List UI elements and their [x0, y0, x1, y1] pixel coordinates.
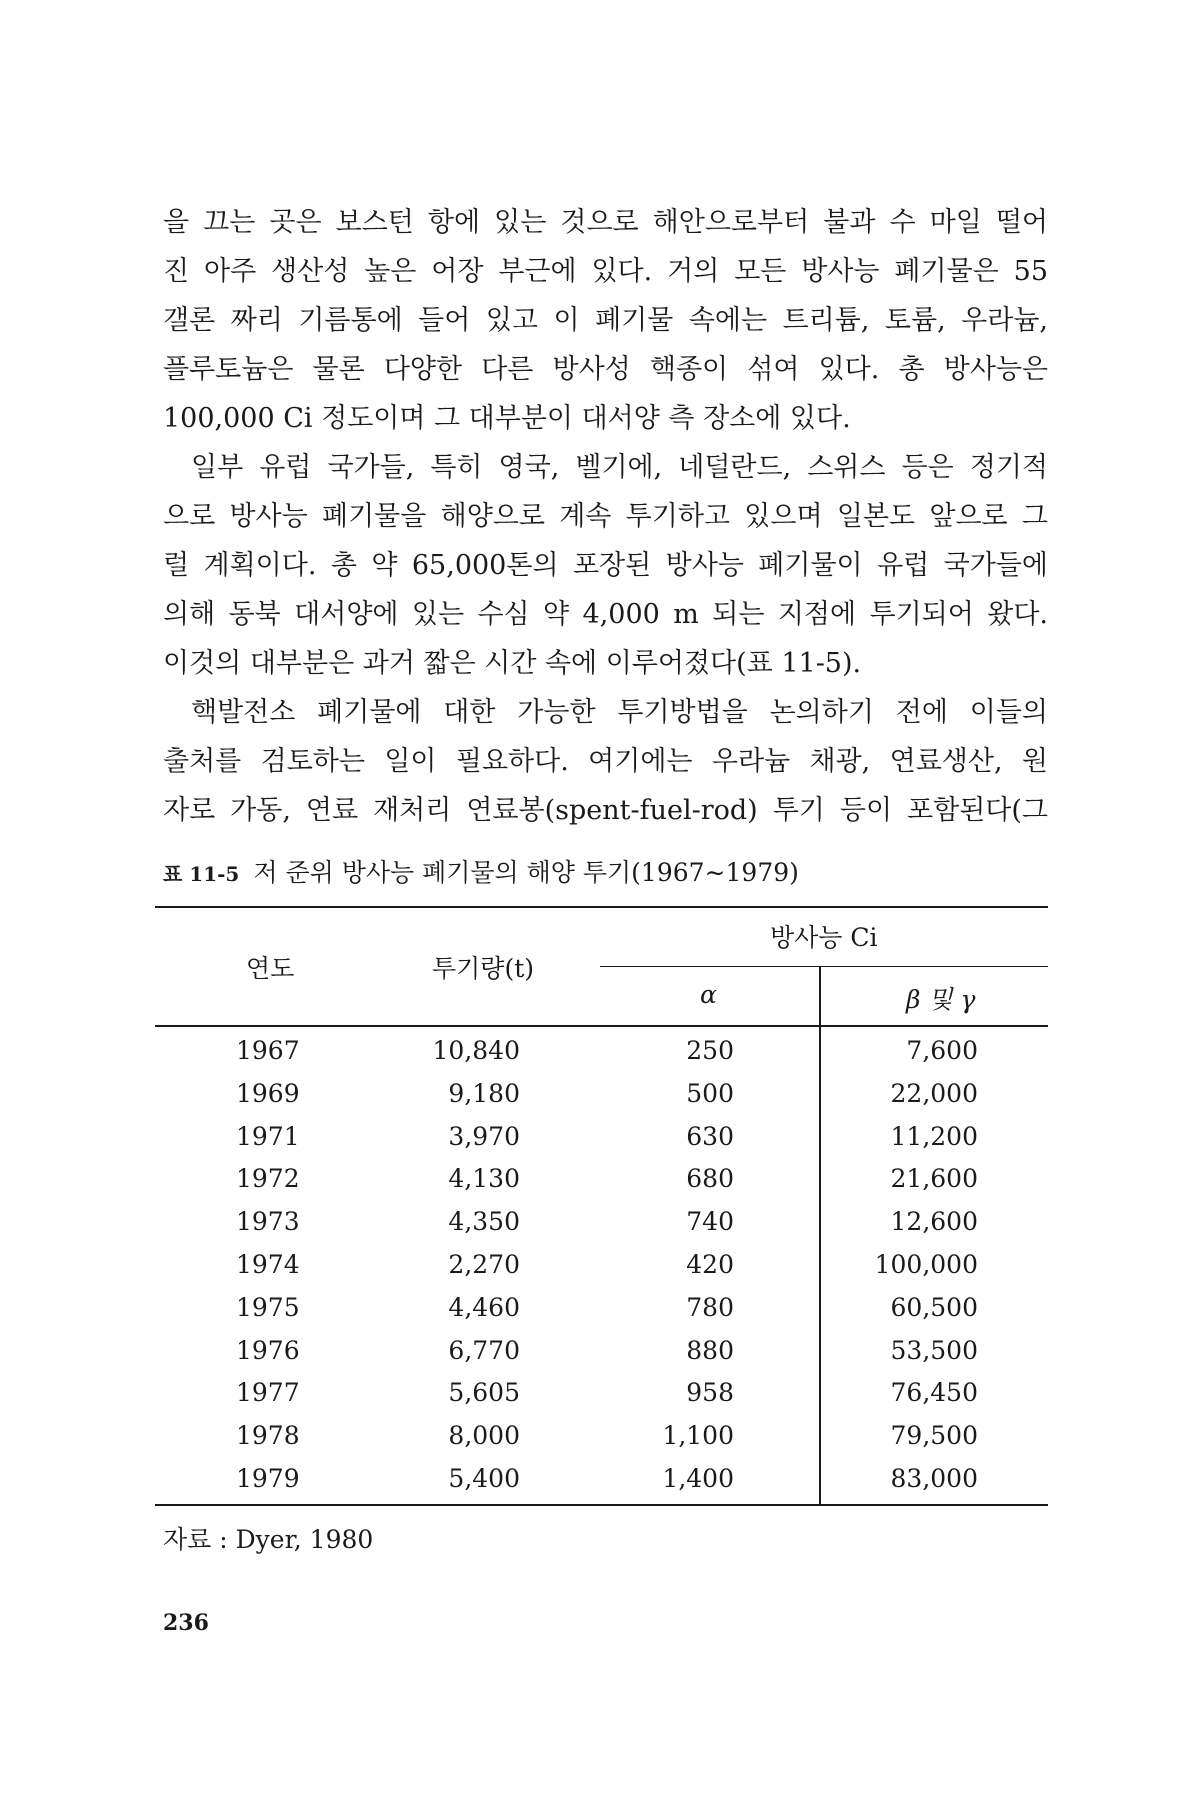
table-header-sub-rule — [600, 966, 1048, 967]
table-cell-amount: 2,270 — [448, 1250, 520, 1279]
table-cell-alpha: 680 — [686, 1164, 734, 1193]
table-cell-year: 1978 — [236, 1421, 300, 1450]
table-cell-amount: 5,400 — [448, 1464, 520, 1493]
table-header-divider — [819, 966, 821, 1025]
paragraph-line: 자로 가동, 연료 재처리 연료봉(spent-fuel-rod) 투기 등이 포함된다(그 — [163, 795, 1048, 826]
page-number: 236 — [163, 1610, 209, 1636]
table-cell-alpha: 250 — [686, 1036, 734, 1065]
paragraph-line: 진 아주 생산성 높은 어장 부근에 있다. 거의 모든 방사능 폐기물은 55 — [163, 256, 1048, 287]
table-source: 자료 : Dyer, 1980 — [163, 1525, 374, 1554]
table-cell-beta-gamma: 12,600 — [890, 1207, 978, 1236]
table-top-rule — [155, 906, 1048, 908]
paragraph-line: 을 끄는 곳은 보스턴 항에 있는 것으로 해안으로부터 불과 수 마일 떨어 — [163, 207, 1048, 238]
table-number: 표 11-5 — [163, 862, 240, 886]
table-cell-beta-gamma: 76,450 — [890, 1378, 978, 1407]
paragraph-line: 으로 방사능 폐기물을 해양으로 계속 투기하고 있으며 일본도 앞으로 그 — [163, 501, 1048, 532]
table-cell-amount: 4,130 — [448, 1164, 520, 1193]
table-cell-beta-gamma: 21,600 — [890, 1164, 978, 1193]
paragraph-line: 의해 동북 대서양에 있는 수심 약 4,000 m 되는 지점에 투기되어 왔다. — [163, 599, 1048, 630]
paragraph-line: 100,000 Ci 정도이며 그 대부분이 대서양 측 장소에 있다. — [163, 403, 851, 434]
table-cell-beta-gamma: 11,200 — [890, 1122, 978, 1151]
header-beta-gamma: β 및 γ — [906, 985, 976, 1014]
table-cell-amount: 9,180 — [448, 1079, 520, 1108]
table-cell-beta-gamma: 83,000 — [890, 1464, 978, 1493]
table-cell-amount: 4,350 — [448, 1207, 520, 1236]
table-title: 저 준위 방사능 폐기물의 해양 투기(1967∼1979) — [253, 858, 799, 887]
table-cell-beta-gamma: 53,500 — [890, 1336, 978, 1365]
table-cell-alpha: 630 — [686, 1122, 734, 1151]
table-cell-beta-gamma: 60,500 — [890, 1293, 978, 1322]
table-bottom-rule — [155, 1504, 1048, 1506]
paragraph-line: 핵발전소 폐기물에 대한 가능한 투기방법을 논의하기 전에 이들의 — [191, 697, 1048, 728]
table-cell-amount: 6,770 — [448, 1336, 520, 1365]
table-cell-beta-gamma: 7,600 — [906, 1036, 978, 1065]
paragraph-2 — [163, 443, 1048, 688]
table-cell-beta-gamma: 22,000 — [890, 1079, 978, 1108]
table-cell-amount: 5,605 — [448, 1378, 520, 1407]
table-body-divider — [819, 1025, 821, 1504]
header-radioactivity: 방사능 Ci — [770, 923, 878, 952]
table-cell-alpha: 880 — [686, 1336, 734, 1365]
paragraph-1 — [163, 198, 1048, 443]
table-cell-year: 1977 — [236, 1378, 300, 1407]
table-cell-year: 1967 — [236, 1036, 300, 1065]
table-cell-alpha: 780 — [686, 1293, 734, 1322]
table-cell-year: 1976 — [236, 1336, 300, 1365]
table-cell-alpha: 958 — [686, 1378, 734, 1407]
paragraph-line: 이것의 대부분은 과거 짧은 시간 속에 이루어졌다(표 11-5). — [163, 648, 862, 679]
table-cell-amount: 3,970 — [448, 1122, 520, 1151]
table-cell-alpha: 420 — [686, 1250, 734, 1279]
table-cell-beta-gamma: 79,500 — [890, 1421, 978, 1450]
table-cell-year: 1972 — [236, 1164, 300, 1193]
header-alpha: α — [700, 980, 717, 1009]
table-header-rule — [155, 1025, 1048, 1027]
table-cell-year: 1971 — [236, 1122, 300, 1151]
table-caption — [163, 853, 799, 889]
paragraph-3 — [163, 688, 1048, 835]
table-cell-alpha: 1,100 — [662, 1421, 734, 1450]
paragraph-line: 출처를 검토하는 일이 필요하다. 여기에는 우라늄 채광, 연료생산, 원 — [163, 746, 1048, 777]
table-cell-year: 1975 — [236, 1293, 300, 1322]
header-year: 연도 — [246, 954, 295, 983]
paragraph-line: 럴 계획이다. 총 약 65,000톤의 포장된 방사능 폐기물이 유럽 국가들에 — [163, 550, 1048, 581]
table-cell-year: 1969 — [236, 1079, 300, 1108]
paragraph-line: 플루토늄은 물론 다양한 다른 방사성 핵종이 섞여 있다. 총 방사능은 — [163, 354, 1048, 385]
paragraph-line: 갤론 짜리 기름통에 들어 있고 이 폐기물 속에는 트리튬, 토륨, 우라늄, — [163, 305, 1048, 336]
table-cell-alpha: 740 — [686, 1207, 734, 1236]
table-cell-amount: 4,460 — [448, 1293, 520, 1322]
header-amount: 투기량(t) — [432, 954, 535, 983]
table-cell-beta-gamma: 100,000 — [874, 1250, 978, 1279]
table-cell-alpha: 500 — [686, 1079, 734, 1108]
paragraph-line: 일부 유럽 국가들, 특히 영국, 벨기에, 네덜란드, 스위스 등은 정기적 — [191, 452, 1048, 483]
table-cell-year: 1979 — [236, 1464, 300, 1493]
table-cell-year: 1974 — [236, 1250, 300, 1279]
table-cell-year: 1973 — [236, 1207, 300, 1236]
table-cell-alpha: 1,400 — [662, 1464, 734, 1493]
table-cell-amount: 8,000 — [448, 1421, 520, 1450]
table-cell-amount: 10,840 — [432, 1036, 520, 1065]
